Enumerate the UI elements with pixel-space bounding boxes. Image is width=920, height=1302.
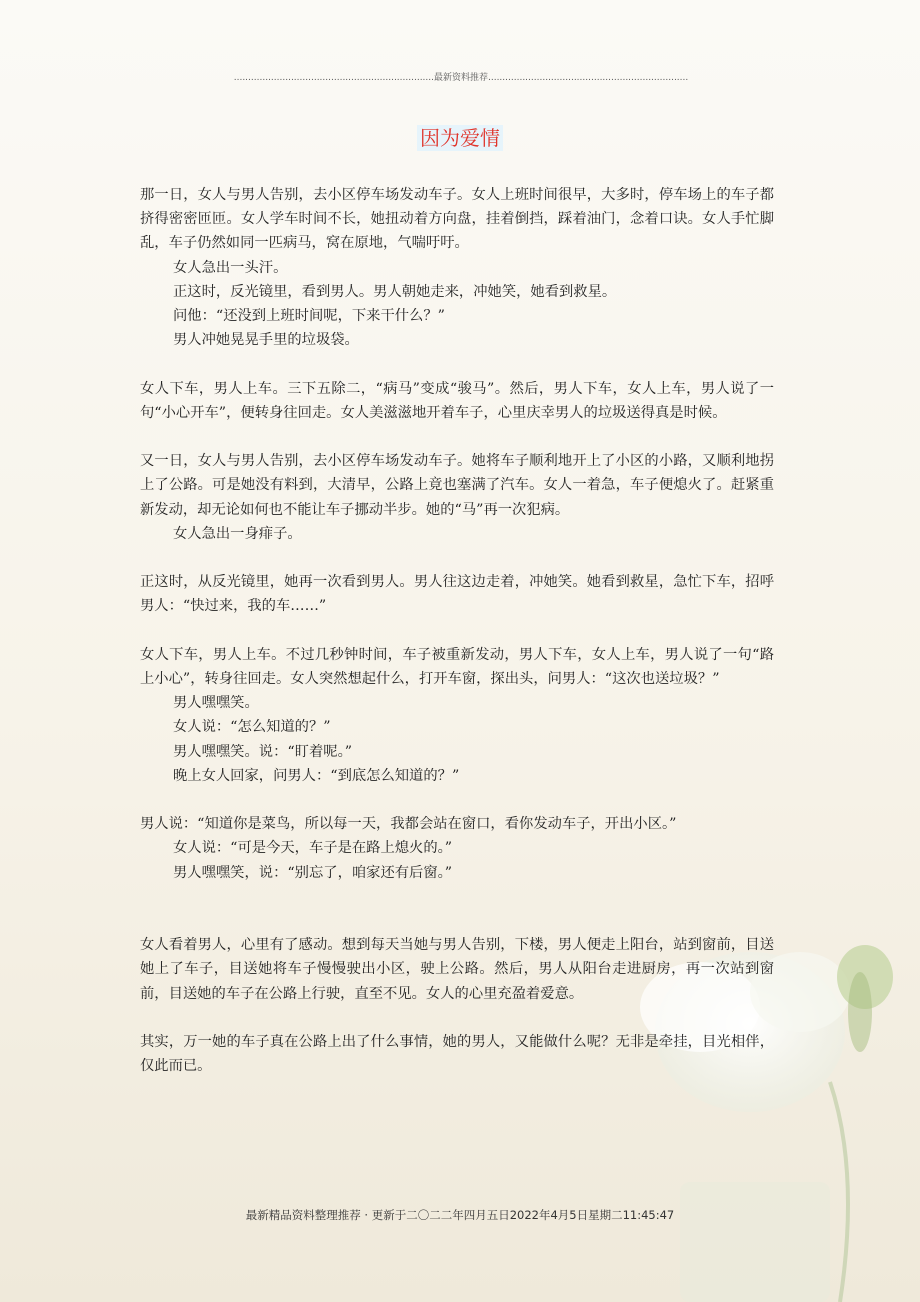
paragraph: 女人下车，男人上车。三下五除二，“病马”变成“骏马”。然后，男人下车，女人上车，男人说了一句“小心开车”，便转身往回走。女人美滋滋地开着车子，心里庆幸男人的垃圾送得真是时候。 xyxy=(140,380,774,421)
paragraph: 晚上女人回家，问男人：“到底怎么知道的？” xyxy=(173,767,460,784)
page-header: ......................................................................最新资料推荐...................................................................... xyxy=(233,73,689,83)
paragraph: 问他：“还没到上班时间呢，下来干什么？” xyxy=(173,308,445,325)
paragraph: 女人说：“怎么知道的？” xyxy=(173,719,331,736)
paragraph: 男人嘿嘿笑，说：“别忘了，咱家还有后窗。” xyxy=(173,864,453,881)
page-footer: 最新精品资料整理推荐 · 更新于二〇二二年四月五日2022年4月5日星期二11:45:47 xyxy=(245,1208,675,1222)
paragraph: 女人看着男人，心里有了感动。想到每天当她与男人告别，下楼，男人便走上阳台，站到窗前，目送她上了车子，目送她将车子慢慢驶出小区，驶上公路。然后，男人从阳台走进厨房，再一次站到窗前，目送她的车子在公路上行驶，直至不见。女人的心里充盈着爱意。 xyxy=(140,937,774,1002)
paragraph: 女人下车，男人上车。不过几秒钟时间，车子被重新发动，男人下车，女人上车，男人说了一句“路上小心”，转身往回走。女人突然想起什么，打开车窗，探出头，问男人：“这次也送垃圾？” xyxy=(140,646,774,687)
article-body xyxy=(140,183,774,1078)
paragraph: 正这时，从反光镜里，她再一次看到男人。男人往这边走着，冲她笑。她看到救星，急忙下车，招呼男人：“快过来，我的车……” xyxy=(140,574,774,615)
paragraph: 男人冲她晃晃手里的垃圾袋。 xyxy=(173,332,359,349)
paragraph: 女人急出一头汗。 xyxy=(173,259,288,276)
paragraph: 女人说：“可是今天，车子是在路上熄火的。” xyxy=(173,840,453,857)
paragraph: 女人急出一身痱子。 xyxy=(173,525,302,542)
paragraph: 又一日，女人与男人告别，去小区停车场发动车子。她将车子顺利地开上了小区的小路，又顺利地拐上了公路。可是她没有料到，大清早，公路上竟也塞满了汽车。女人一着急，车子便熄火了。赶紧重新发动，却无论如何也不能让车子挪动半步。她的“马”再一次犯病。 xyxy=(140,453,774,518)
title-text: 因为爱情 xyxy=(417,125,503,151)
paragraph: 男人嘿嘿笑。说：“盯着呢。” xyxy=(173,743,353,760)
paragraph: 男人说：“知道你是菜鸟，所以每一天，我都会站在窗口，看你发动车子，开出小区。” xyxy=(140,816,677,833)
paragraph: 男人嘿嘿笑。 xyxy=(173,695,259,712)
paragraph: 那一日，女人与男人告别，去小区停车场发动车子。女人上班时间很早，大多时，停车场上的车子都挤得密密匝匝。女人学车时间不长，她扭动着方向盘，挂着倒挡，踩着油门，念着口诀。女人手忙脚乱，车子仍然如同一匹病马，窝在原地，气喘吁吁。 xyxy=(140,187,774,252)
article-title xyxy=(0,122,920,151)
paragraph: 正这时，反光镜里，看到男人。男人朝她走来，冲她笑，她看到救星。 xyxy=(173,283,617,300)
paragraph: 其实，万一她的车子真在公路上出了什么事情，她的男人，又能做什么呢？无非是牵挂，目光相伴，仅此而已。 xyxy=(140,1034,774,1075)
